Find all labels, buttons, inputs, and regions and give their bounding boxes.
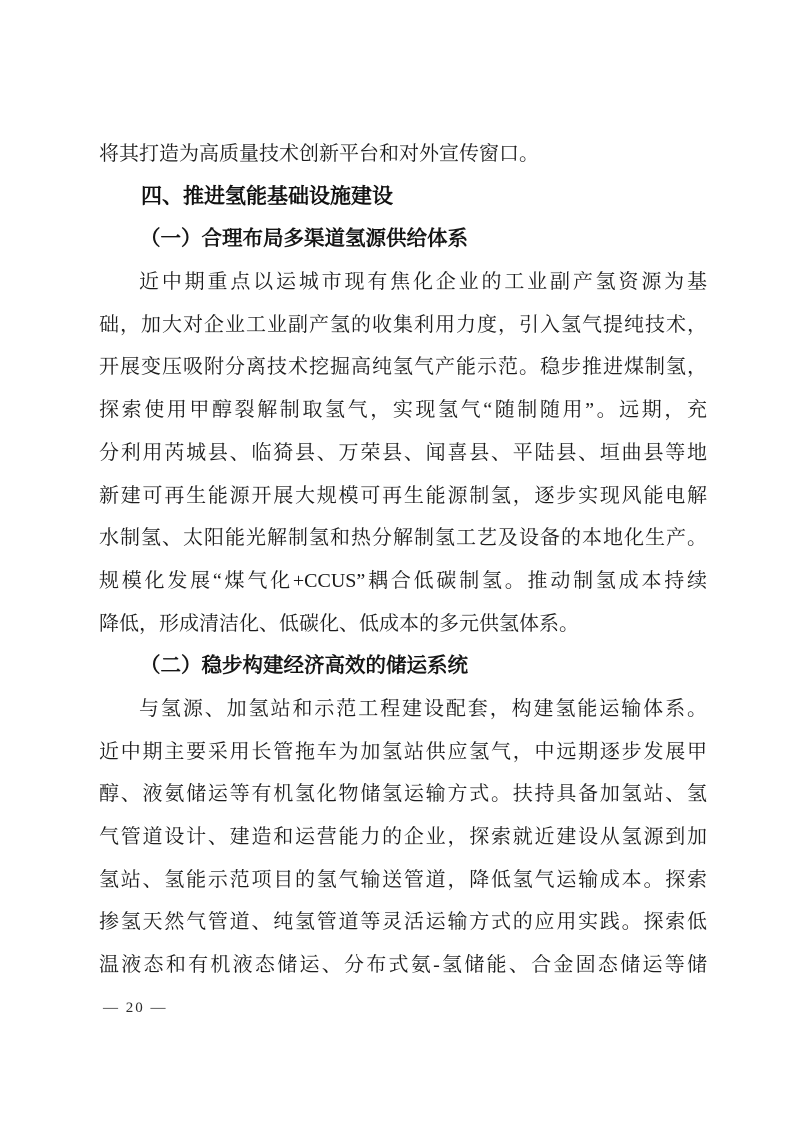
page-footer: [103, 1000, 168, 1017]
text-line: 将其打造为高质量技术创新平台和对外宣传窗口。: [99, 143, 539, 165]
section-heading: 四、推进氢能基础设施建设: [141, 184, 393, 208]
text-line: 近中期重点以运城市现有焦化企业的工业副产氢资源为基: [139, 271, 707, 294]
document-body: [99, 133, 707, 987]
text-line: 醇、液氨储运等有机氢化物储氢运输方式。扶持具备加氢站、氢: [99, 783, 707, 806]
text-line: 规模化发展“煤气化+CCUS”耦合低碳制氢。推动制氢成本持续: [99, 569, 707, 592]
text-line: 掺氢天然气管道、纯氢管道等灵活运输方式的应用实践。探索低: [99, 911, 707, 934]
subsection-heading: （二）稳步构建经济高效的储运系统: [140, 655, 468, 678]
text-line: 新建可再生能源开展大规模可再生能源制氢，逐步实现风能电解: [99, 484, 707, 507]
text-line: 探索使用甲醇裂解制取氢气，实现氢气“随制随用”。远期，充: [99, 399, 707, 422]
text-line: 分利用芮城县、临猗县、万荣县、闻喜县、平陆县、垣曲县等地: [99, 441, 707, 464]
page-number: — 20 —: [103, 1000, 168, 1016]
text-line: 与氢源、加氢站和示范工程建设配套，构建氢能运输体系。: [139, 697, 707, 720]
text-line: 水制氢、太阳能光解制氢和热分解制氢工艺及设备的本地化生产。: [99, 527, 707, 550]
subsection-heading: （一）合理布局多渠道氢源供给体系: [140, 228, 468, 251]
text-line: 降低，形成清洁化、低碳化、低成本的多元供氢体系。: [99, 612, 579, 635]
text-line: 氢站、氢能示范项目的氢气输送管道，降低氢气运输成本。探索: [99, 868, 707, 891]
text-line: 气管道设计、建造和运营能力的企业，探索就近建设从氢源到加: [99, 826, 707, 848]
text-line: 开展变压吸附分离技术挖掘高纯氢气产能示范。稳步推进煤制氢，: [99, 356, 707, 379]
text-line: 础，加大对企业工业副产氢的收集利用力度，引入氢气提纯技术，: [99, 313, 707, 336]
text-line: 温液态和有机液态储运、分布式氨-氢储能、合金固态储运等储: [99, 954, 707, 977]
text-line: 近中期主要采用长管拖车为加氢站供应氢气，中远期逐步发展甲: [99, 740, 707, 763]
